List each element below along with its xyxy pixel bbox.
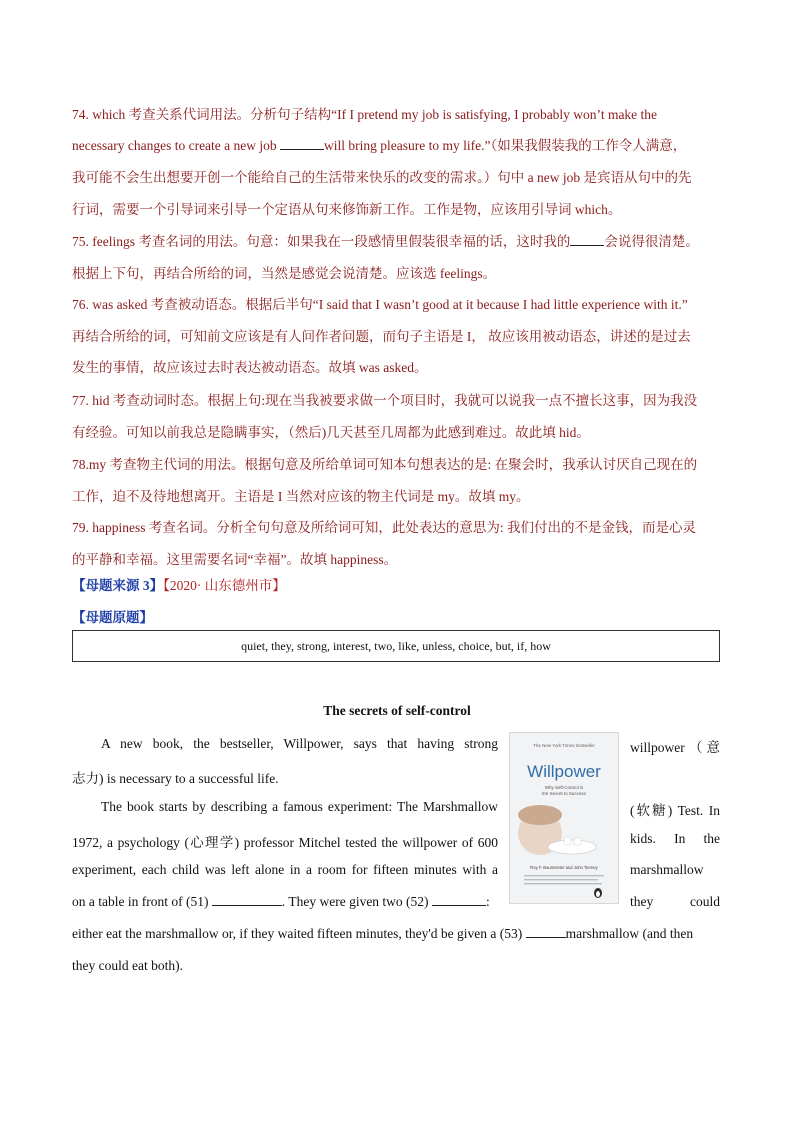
answer-79-line-2: 的平静和幸福。这里需要名词“幸福”。故填 happiness。 xyxy=(72,552,398,567)
book-cover-subtitle-2: the Secret to Success xyxy=(542,791,586,796)
passage-line-4-left: 1972, a psychology (心理学) professor Mitchel tested the willpower of 600 xyxy=(72,835,498,850)
child-hair-illustration xyxy=(518,805,562,825)
answer-78-line-2: 工作，迫不及待地想离开。主语是 I 当然对应该的物主代词是 my。故填 my。 xyxy=(72,489,530,504)
passage-line-1-right: willpower（意 xyxy=(630,740,720,755)
answer-74-line-1: 74. which 考查关系代词用法。分析句子结构“If I pretend my job is satisfying, I probably won’t make the xyxy=(72,107,658,122)
answer-74-line-2-post: will bring pleasure to my life.”（如果我假装我的工作令人满意， xyxy=(324,138,687,153)
answer-76-line-3: 发生的事情，故应该过去时表达被动语态。故填 was asked。 xyxy=(72,360,428,375)
word-bank-box xyxy=(72,630,720,662)
passage-line-7 xyxy=(72,926,693,942)
marshmallow-illustration xyxy=(574,838,581,845)
passage-line-6-mid: . They were given two (52) xyxy=(281,894,432,909)
passage-line-4-right: kids. In the xyxy=(630,831,720,846)
passage-title: The secrets of self-control xyxy=(323,703,471,718)
book-cover-image xyxy=(509,732,619,904)
blank-53 xyxy=(526,926,566,938)
passage-line-5-left: experiment, each child was left alone in a room for fifteen minutes with a xyxy=(72,862,498,877)
passage-line-7-post: marshmallow (and then xyxy=(565,926,694,941)
passage-line-3-right: (软糖) Test. In xyxy=(630,803,720,818)
answer-75-line-1-pre: 75. feelings 考查名词的用法。句意：如果我在一段感情里假装很幸福的话，这时我的 xyxy=(72,234,571,249)
marshmallow-illustration xyxy=(564,837,571,845)
answer-75-line-1 xyxy=(72,230,699,250)
source-heading-label: 【母题来源 3】 xyxy=(72,578,164,593)
answer-74-line-2 xyxy=(72,134,686,154)
source-heading-source: 【2020· 山东德州市】 xyxy=(163,578,286,593)
answer-74-line-3: 我可能不会生出想要开创一个能给自己的生活带来快乐的改变的需求。）句中 a new job 是宾语从句中的先 xyxy=(72,170,692,185)
original-heading: 【母题原题】 xyxy=(72,610,153,625)
book-cover-art xyxy=(510,733,618,903)
answer-74-line-4: 行词，需要一个引导词来引导一个定语从句来修饰新工作。工作是物，应该用引导词 which。 xyxy=(72,202,622,217)
passage-line-1-left: A new book, the bestseller, Willpower, says that having strong xyxy=(101,736,498,751)
answer-79-line-1: 79. happiness 考查名词。分析全句句意及所给词可知，此处表达的意思为: 我们付出的不是金钱，而是心灵 xyxy=(72,520,696,535)
answer-77-line-1: 77. hid 考查动词时态。根据上句:现在当我被要求做一个项目时，我就可以说我一点不擅长这事，因为我没 xyxy=(72,393,698,408)
answer-74-line-2-pre: necessary changes to create a new job xyxy=(72,138,281,153)
answer-76-line-1: 76. was asked 考查被动语态。根据后半句“I said that I wasn’t good at it because I had little experience with it.” xyxy=(72,297,688,312)
passage-line-5-right: marshmallow xyxy=(630,862,704,877)
book-cover-subtitle-1: Why Self-Control is xyxy=(544,785,584,790)
plate-illustration xyxy=(548,840,596,854)
passage-line-6-post: : xyxy=(485,894,490,909)
passage-line-7-pre: either eat the marshmallow or, if they waited fifteen minutes, they'd be given a (53) xyxy=(72,926,526,941)
passage-line-8: they could eat both). xyxy=(72,958,183,973)
passage-line-6-pre: on a table in front of (51) xyxy=(72,894,212,909)
word-bank-text: quiet, they, strong, interest, two, like, unless, choice, but, if, how xyxy=(241,639,551,653)
passage-line-3-left: The book starts by describing a famous experiment: The Marshmallow xyxy=(101,799,498,814)
blank-51 xyxy=(212,894,282,906)
blank-52 xyxy=(432,894,486,906)
answer-75-line-2: 根据上下句，再结合所给的词，当然是感觉会说清楚。应该选 feelings。 xyxy=(72,266,497,281)
book-cover-authors: Roy F. Baumeister and John Tierney xyxy=(530,865,598,870)
passage-line-6-left xyxy=(72,894,490,910)
answer-77-line-2: 有经验。可知以前我总是隐瞒事实，（然后)几天甚至几周都为此感到难过。故此填 hid。 xyxy=(72,425,590,440)
passage-line-2: 志力) is necessary to a successful life. xyxy=(72,771,279,786)
answer-75-line-1-post: 会说得很清楚。 xyxy=(604,234,699,249)
source-heading xyxy=(72,574,286,594)
answer-78-line-1: 78.my 考查物主代词的用法。根据句意及所给单词可知本句想表达的是: 在聚会时，我承认讨厌自己现在的 xyxy=(72,457,698,472)
blank xyxy=(280,138,324,150)
book-cover-title: Willpower xyxy=(527,762,601,781)
blank xyxy=(570,234,604,246)
answer-76-line-2: 再结合所给的词，可知前文应该是有人问作者问题，而句子主语是 I， 故应该用被动语态，讲述的是过去 xyxy=(72,329,691,344)
book-cover-top-line: The New York Times bestseller xyxy=(533,743,595,748)
passage-line-6-right: they could xyxy=(630,894,720,909)
